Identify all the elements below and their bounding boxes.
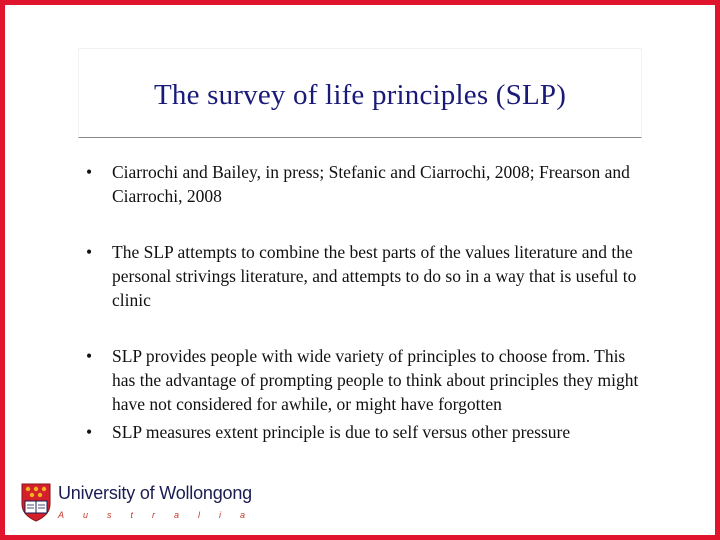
bullet-icon: •: [86, 422, 93, 442]
bullet-text: SLP provides people with wide variety of principles to choose from. This has the advantage of prompting people to think about principles they might have not considered for awhile, or might have forgotten: [112, 346, 639, 414]
bullet-icon: •: [86, 162, 93, 182]
bullet-item: [86, 160, 646, 208]
bullet-icon: •: [86, 346, 93, 366]
bullet-item: [86, 420, 646, 444]
slide-title: The survey of life principles (SLP): [153, 78, 567, 111]
country-label: Australia: [58, 510, 265, 520]
university-crest-icon: [20, 482, 52, 522]
title-box: [78, 48, 642, 138]
bullet-item: [86, 240, 646, 312]
university-logo: [20, 480, 265, 530]
bullet-text: Ciarrochi and Bailey, in press; Stefanic and Ciarrochi, 2008; Frearson and Ciarrochi, 2008: [112, 162, 630, 206]
bullet-text: The SLP attempts to combine the best parts of the values literature and the personal strivings literature, and attempts to do so in a way that is useful to clinic: [112, 242, 637, 310]
bullet-list: [86, 160, 646, 444]
bullet-item: [86, 344, 646, 416]
bullet-icon: •: [86, 242, 93, 262]
university-name: University of Wollongong: [58, 483, 252, 503]
bullet-text: SLP measures extent principle is due to self versus other pressure: [112, 422, 571, 442]
